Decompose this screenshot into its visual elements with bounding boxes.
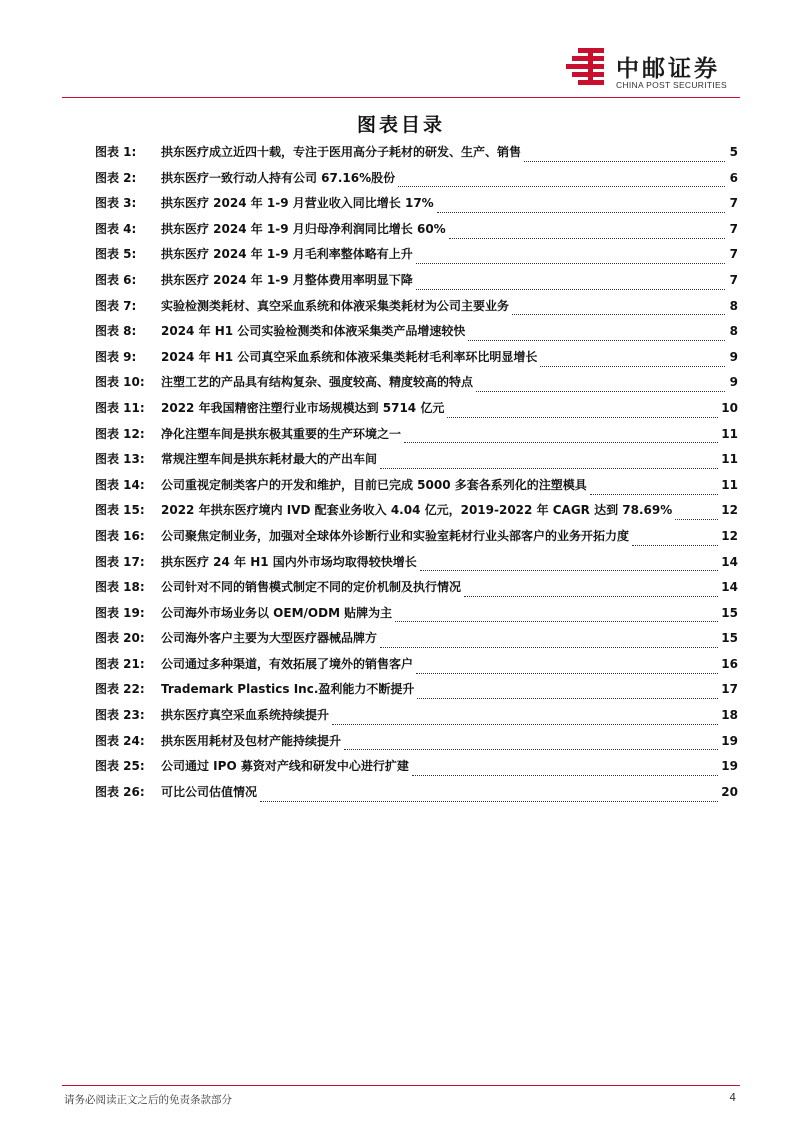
china-post-logo-icon: [564, 48, 610, 88]
toc-entry[interactable]: [95, 732, 738, 758]
toc-entry[interactable]: [95, 527, 738, 553]
toc-entry[interactable]: [95, 629, 738, 655]
toc-dot-leader: [437, 203, 725, 213]
brand-name-cn: 中邮证券: [616, 56, 720, 82]
toc-entry-title[interactable]: 2024 年 H1 公司实验检测类和体液采集类产品增速较快: [161, 324, 466, 339]
toc-entry-page[interactable]: 7: [729, 272, 738, 287]
toc-entry-title[interactable]: 公司海外客户主要为大型医疗器械品牌方: [161, 631, 378, 646]
toc-entry[interactable]: [95, 757, 738, 783]
toc-dot-leader: [675, 510, 718, 520]
toc-entry-label: 图表 5:: [95, 247, 137, 262]
toc-entry-label: 图表 13:: [95, 452, 145, 467]
toc-entry[interactable]: [95, 706, 738, 732]
toc-entry[interactable]: [95, 578, 738, 604]
toc-dot-leader: [540, 357, 725, 367]
toc-entry[interactable]: [95, 425, 738, 451]
toc-entry-title[interactable]: 净化注塑车间是拱东极其重要的生产环境之一: [161, 426, 402, 441]
toc-entry-title[interactable]: 公司聚焦定制业务，加强对全球体外诊断行业和实验室耗材行业头部客户的业务开拓力度: [161, 528, 630, 543]
toc-entry-page[interactable]: 18: [721, 708, 738, 723]
toc-entry-label: 图表 7:: [95, 298, 137, 313]
toc-entry-page[interactable]: 17: [721, 682, 738, 697]
toc-entry-page[interactable]: 7: [729, 221, 738, 236]
toc-entry-label: 图表 2:: [95, 170, 137, 185]
page-title: 图表目录: [356, 114, 445, 136]
toc-dot-leader: [416, 280, 725, 290]
toc-dot-leader: [447, 408, 718, 418]
toc-dot-leader: [524, 152, 725, 162]
toc-entry-title[interactable]: 拱东医疗 24 年 H1 国内外市场均取得较快增长: [161, 554, 417, 569]
toc-dot-leader: [476, 382, 725, 392]
toc-dot-leader: [332, 715, 718, 725]
toc-entry-page[interactable]: 8: [729, 324, 738, 339]
toc-entry-label: 图表 20:: [95, 631, 145, 646]
toc-entry-title[interactable]: 公司通过 IPO 募资对产线和研发中心进行扩建: [161, 759, 409, 774]
toc-entry-page[interactable]: 11: [721, 452, 738, 467]
toc-dot-leader: [344, 740, 718, 750]
toc-dot-leader: [464, 587, 718, 597]
toc-entry-label: 图表 25:: [95, 759, 145, 774]
toc-entry-title[interactable]: 拱东医疗 2024 年 1-9 月归母净利润同比增长 60%: [161, 221, 446, 236]
toc-entry[interactable]: [95, 297, 738, 323]
toc-entry-title[interactable]: 拱东医疗一致行动人持有公司 67.16%股份: [161, 170, 396, 185]
toc-dot-leader: [260, 792, 718, 802]
toc-entry-page[interactable]: 10: [721, 400, 738, 415]
toc-entry[interactable]: [95, 476, 738, 502]
toc-entry-page[interactable]: 11: [721, 426, 738, 441]
toc-entry-page[interactable]: 9: [729, 349, 738, 364]
toc-entry-page[interactable]: 19: [721, 759, 738, 774]
toc-entry-label: 图表 6:: [95, 272, 137, 287]
toc-entry-label: 图表 9:: [95, 349, 137, 364]
footer-disclaimer: 请务必阅读正文之后的免责条款部分: [64, 1094, 232, 1106]
toc-dot-leader: [590, 485, 719, 495]
toc-entry-title[interactable]: 实验检测类耗材、真空采血系统和体液采集类耗材为公司主要业务: [161, 298, 510, 313]
toc-entry-title[interactable]: 2024 年 H1 公司真空采血系统和体液采集类耗材毛利率环比明显增长: [161, 349, 538, 364]
toc-entry-title[interactable]: 可比公司估值情况: [161, 784, 258, 799]
table-of-figures: [95, 143, 738, 808]
toc-entry-label: 图表 11:: [95, 400, 145, 415]
toc-entry-title[interactable]: 拱东医疗 2024 年 1-9 月毛利率整体略有上升: [161, 247, 413, 262]
toc-dot-leader: [404, 433, 718, 443]
footer-page-number: 4: [729, 1092, 736, 1104]
toc-entry[interactable]: [95, 553, 738, 579]
toc-entry[interactable]: [95, 680, 738, 706]
toc-dot-leader: [412, 766, 718, 776]
toc-entry-page[interactable]: 5: [729, 145, 738, 159]
toc-entry-page[interactable]: 20: [721, 784, 738, 799]
brand-name-en: CHINA POST SECURITIES: [616, 80, 727, 90]
toc-entry[interactable]: [95, 373, 738, 399]
toc-entry-title[interactable]: 2022 年我国精密注塑行业市场规模达到 5714 亿元: [161, 400, 445, 415]
toc-entry[interactable]: [95, 348, 738, 374]
toc-entry-title[interactable]: 注塑工艺的产品具有结构复杂、强度较高、精度较高的特点: [161, 375, 474, 390]
toc-entry-page[interactable]: 11: [721, 477, 738, 492]
toc-entry[interactable]: [95, 322, 738, 348]
toc-entry-label: 图表 24:: [95, 733, 145, 748]
toc-entry-title[interactable]: 公司通过多种渠道，有效拓展了境外的销售客户: [161, 656, 414, 671]
toc-entry-label: 图表 12:: [95, 426, 145, 441]
toc-entry-page[interactable]: 7: [729, 196, 738, 211]
toc-dot-leader: [380, 638, 718, 648]
toc-entry-title[interactable]: 常规注塑车间是拱东耗材最大的产出车间: [161, 452, 378, 467]
toc-entry-title[interactable]: 拱东医疗成立近四十载，专注于医用高分子耗材的研发、生产、销售: [161, 145, 522, 159]
toc-entry-label: 图表 17:: [95, 554, 145, 569]
toc-dot-leader: [632, 536, 718, 546]
toc-entry-label: 图表 19:: [95, 605, 145, 620]
toc-entry-title[interactable]: 公司重视定制类客户的开发和维护，目前已完成 5000 多套各系列化的注塑模具: [161, 477, 587, 492]
footer-divider: [62, 1085, 740, 1086]
toc-entry-label: 图表 8:: [95, 324, 137, 339]
toc-entry-page[interactable]: 19: [721, 733, 738, 748]
toc-dot-leader: [449, 229, 725, 239]
toc-entry-title[interactable]: 拱东医用耗材及包材产能持续提升: [161, 733, 342, 748]
toc-entry[interactable]: [95, 604, 738, 630]
toc-entry-label: 图表 15:: [95, 503, 145, 518]
toc-entry-title[interactable]: 2022 年拱东医疗境内 IVD 配套业务收入 4.04 亿元，2019-2022 年 CAGR 达到 78.69%: [161, 503, 673, 518]
toc-entry-title[interactable]: 拱东医疗 2024 年 1-9 月整体费用率明显下降: [161, 272, 413, 287]
toc-entry-title[interactable]: 拱东医疗真空采血系统持续提升: [161, 708, 330, 723]
toc-entry-label: 图表 18:: [95, 580, 145, 595]
toc-entry[interactable]: [95, 399, 738, 425]
toc-entry[interactable]: [95, 783, 738, 809]
toc-dot-leader: [420, 561, 718, 571]
toc-entry-page[interactable]: 6: [729, 170, 738, 185]
toc-entry[interactable]: [95, 169, 738, 195]
toc-entry[interactable]: [95, 245, 738, 271]
toc-entry-label: 图表 23:: [95, 708, 145, 723]
toc-entry-page[interactable]: 9: [729, 375, 738, 390]
toc-entry[interactable]: [95, 143, 738, 169]
toc-entry-label: 图表 3:: [95, 196, 137, 211]
toc-entry-page[interactable]: 15: [721, 631, 738, 646]
toc-entry[interactable]: [95, 194, 738, 220]
toc-entry-label: 图表 14:: [95, 477, 145, 492]
toc-entry-label: 图表 21:: [95, 656, 145, 671]
toc-entry-label: 图表 22:: [95, 682, 145, 697]
toc-entry-title[interactable]: 公司针对不同的销售模式制定不同的定价机制及执行情况: [161, 580, 462, 595]
toc-entry-page[interactable]: 8: [729, 298, 738, 313]
toc-entry[interactable]: [95, 271, 738, 297]
toc-entry-title[interactable]: 拱东医疗 2024 年 1-9 月营业收入同比增长 17%: [161, 196, 434, 211]
toc-entry-page[interactable]: 16: [721, 656, 738, 671]
toc-entry-page[interactable]: 14: [721, 554, 738, 569]
toc-entry[interactable]: [95, 655, 738, 681]
toc-entry-page[interactable]: 12: [721, 503, 738, 518]
toc-dot-leader: [512, 305, 725, 315]
toc-dot-leader: [395, 612, 718, 622]
toc-dot-leader: [416, 254, 725, 264]
toc-entry-label: 图表 4:: [95, 221, 137, 236]
header-divider: [62, 97, 740, 98]
toc-dot-leader: [380, 459, 718, 469]
toc-entry-label: 图表 10:: [95, 375, 145, 390]
toc-dot-leader: [416, 664, 718, 674]
toc-entry-label: 图表 16:: [95, 528, 145, 543]
toc-entry-label: 图表 26:: [95, 784, 145, 799]
toc-dot-leader: [398, 177, 725, 187]
toc-dot-leader: [468, 331, 725, 341]
toc-entry-title[interactable]: 公司海外市场业务以 OEM/ODM 贴牌为主: [161, 605, 393, 620]
toc-entry-page[interactable]: 14: [721, 580, 738, 595]
brand-logo: [564, 40, 744, 92]
toc-entry[interactable]: [95, 501, 738, 527]
toc-dot-leader: [417, 689, 718, 699]
toc-entry-page[interactable]: 15: [721, 605, 738, 620]
toc-entry[interactable]: [95, 450, 738, 476]
toc-entry-page[interactable]: 7: [729, 247, 738, 262]
toc-entry-label: 图表 1:: [95, 145, 137, 159]
toc-entry[interactable]: [95, 220, 738, 246]
toc-entry-title[interactable]: Trademark Plastics Inc.盈利能力不断提升: [161, 682, 415, 697]
toc-entry-page[interactable]: 12: [721, 528, 738, 543]
